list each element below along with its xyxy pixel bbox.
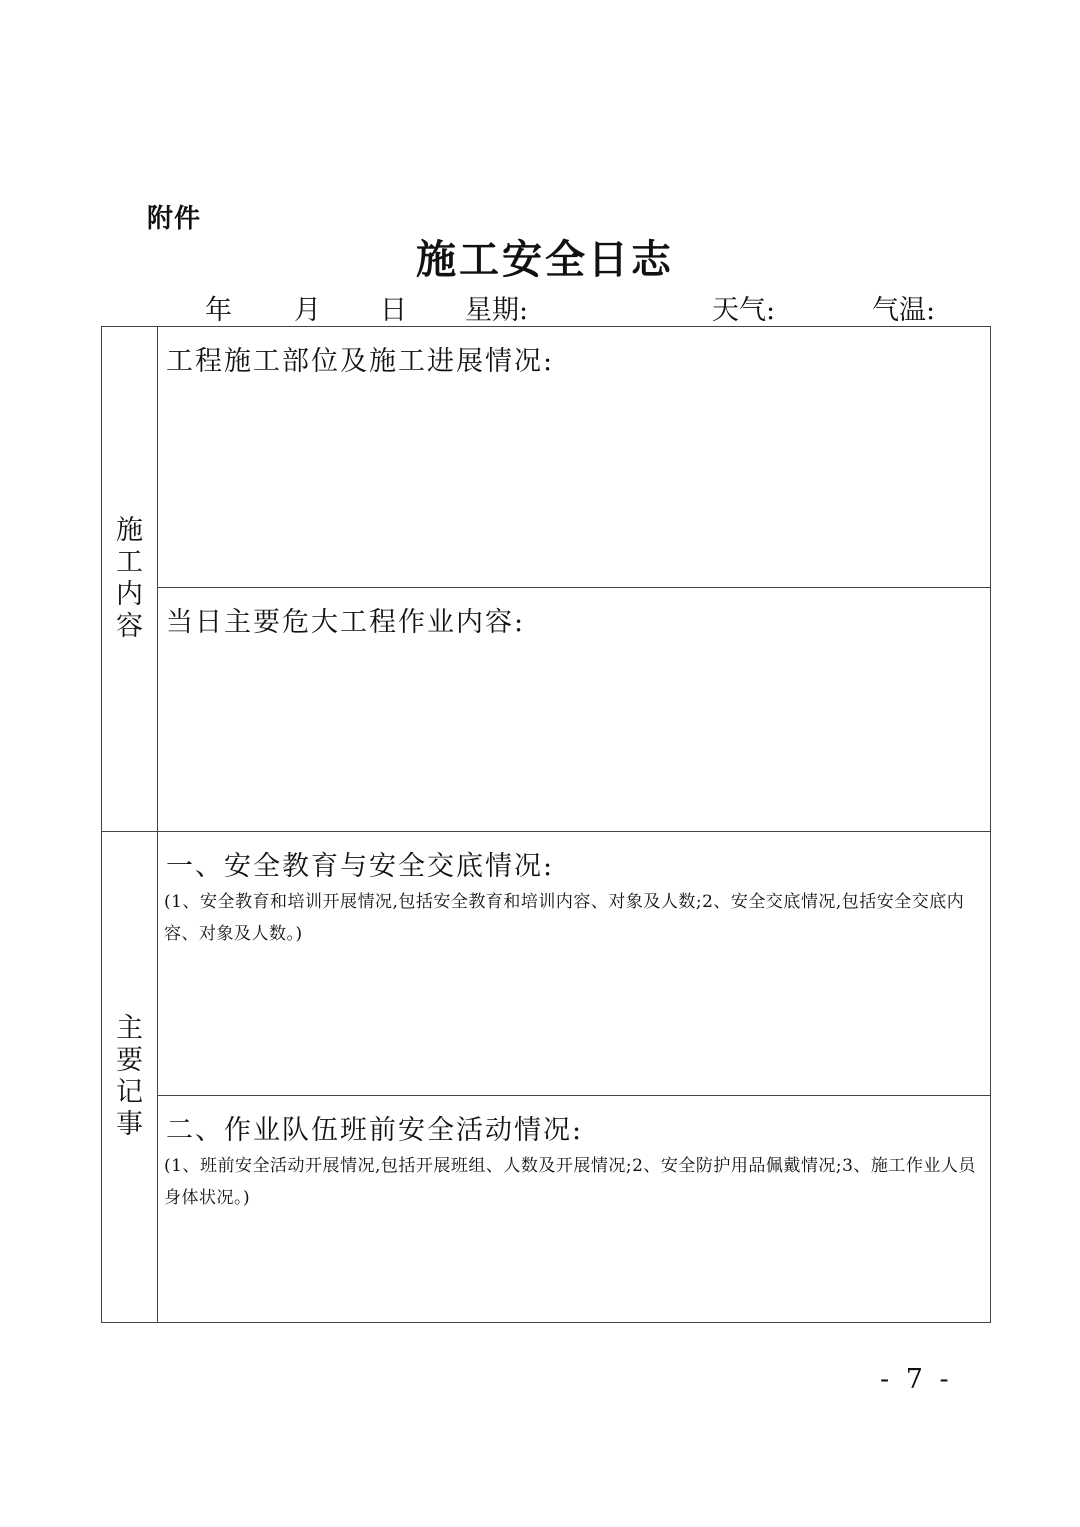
year-label: 年 [205, 295, 232, 326]
side-char: 容 [116, 611, 143, 642]
safety-log-table [101, 326, 991, 1323]
side-char: 事 [116, 1109, 143, 1140]
side-char: 施 [116, 515, 143, 546]
attachment-label: 附件 [147, 204, 202, 234]
safety-education-title: 一、安全教育与安全交底情况: [166, 851, 555, 882]
day-label: 日 [380, 295, 407, 326]
side-char: 主 [116, 1013, 143, 1044]
page-title: 施工安全日志 [416, 237, 674, 283]
main-records-label-cell [102, 832, 158, 1323]
progress-title: 工程施工部位及施工进展情况: [166, 346, 555, 377]
progress-cell[interactable] [158, 327, 991, 588]
hazard-work-title: 当日主要危大工程作业内容: [166, 607, 526, 638]
weather-label: 天气: [712, 295, 776, 326]
safety-education-cell[interactable] [158, 832, 991, 1096]
hazard-work-cell[interactable] [158, 588, 991, 832]
main-records-label [115, 1013, 145, 1141]
weekday-label: 星期: [465, 295, 529, 326]
side-char: 记 [116, 1077, 143, 1108]
side-char: 要 [116, 1045, 143, 1076]
safety-education-note: (1、安全教育和培训开展情况,包括安全教育和培训内容、对象及人数;2、安全交底情况,包括安全交底内容、对象及人数。) [164, 892, 965, 944]
side-char: 内 [116, 579, 143, 610]
temperature-label: 气温: [872, 295, 936, 326]
construction-content-label [115, 515, 145, 643]
month-label: 月 [294, 295, 321, 326]
page-number: - 7 - [880, 1364, 953, 1395]
team-activity-cell[interactable] [158, 1096, 991, 1323]
team-activity-note: (1、班前安全活动开展情况,包括开展班组、人数及开展情况;2、安全防护用品佩戴情况;3、施工作业人员身体状况。) [164, 1156, 976, 1208]
construction-content-label-cell [102, 327, 158, 832]
side-char: 工 [116, 547, 143, 578]
team-activity-title: 二、作业队伍班前安全活动情况: [166, 1115, 584, 1146]
